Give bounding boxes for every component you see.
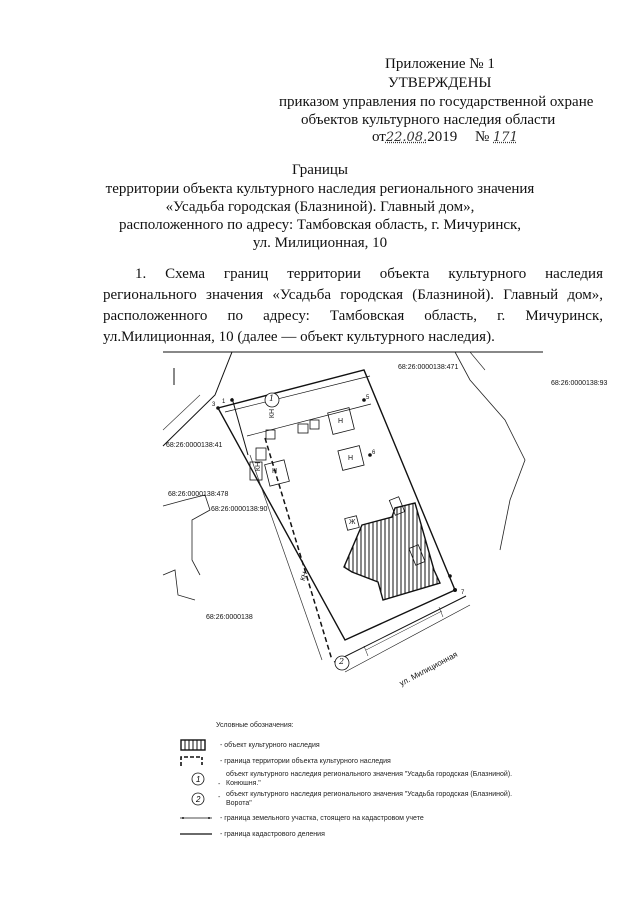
paragraph-line-3: расположенного по адресу: Тамбовская область, г. Мичуринск, — [103, 308, 603, 324]
title-line-1: Границы — [291, 162, 349, 178]
marker-1-label: 1 — [269, 394, 275, 403]
title-line-3: «Усадьба городская (Блазниной). Главный дом», — [165, 199, 475, 215]
legend-row-cadastral — [180, 827, 325, 841]
marker-1-legend-icon — [180, 770, 214, 788]
legend-row-marker1 — [180, 770, 540, 788]
block-label: 68:26:0000138 — [206, 614, 253, 621]
appendix-label: Приложение № 1 — [385, 56, 495, 72]
legend-marker2-text — [220, 790, 540, 808]
parcel-label-41: 68:26:0000138:41 — [166, 442, 223, 449]
label-n-2: Н — [348, 455, 354, 462]
legend-marker1-text — [220, 770, 540, 788]
date-year: 2019 — [427, 129, 458, 145]
label-n-3: Н — [272, 468, 278, 475]
point-6: 6 — [372, 450, 376, 456]
title-line-5: ул. Милиционная, 10 — [252, 235, 388, 251]
order-line-2: объектов культурного наследия области — [301, 112, 556, 128]
point-7: 7 — [461, 590, 465, 596]
marker-2-label: 2 — [339, 657, 345, 666]
paragraph-line-4: ул.Милиционная, 10 (далее — объект культурного наследия). — [103, 329, 495, 345]
marker-2-legend-glyph: 2 — [196, 795, 201, 804]
legend-marker1-desc: объект культурного наследия регионального значения "Усадьба городская (Блазниной). Конюшня." — [226, 771, 513, 787]
order-date-line — [372, 128, 518, 147]
border-line-icon — [180, 754, 214, 768]
parcel-label-93: 68:26:0000138:93 — [551, 380, 608, 387]
date-handwritten: 22.08. — [385, 130, 428, 145]
legend-marker1-prefix: - — [218, 781, 221, 788]
marker-2-legend-icon — [180, 790, 214, 808]
point-5: 5 — [366, 395, 370, 401]
label-zh: Ж — [349, 519, 356, 526]
parcel-label-478: 68:26:0000138:478 — [168, 491, 229, 498]
cadastral-line-icon — [180, 827, 214, 841]
legend-row-object — [180, 738, 320, 752]
parcel-label-471: 68:26:0000138:471 — [398, 364, 459, 371]
number-handwritten: 171 — [493, 130, 518, 145]
legend-marker2-desc: объект культурного наследия регионального значения "Усадьба городская (Блазниной). Ворота" — [226, 791, 513, 807]
marker-1-legend-glyph: 1 — [196, 775, 201, 784]
legend-row-parcel — [180, 811, 424, 825]
legend-border-text: - граница территории объекта культурного наследия — [220, 757, 391, 765]
legend-row-marker2 — [180, 790, 540, 808]
label-n-1: Н — [338, 418, 344, 425]
legend-marker2-prefix: - — [218, 794, 221, 801]
hatch-swatch-icon — [180, 738, 214, 752]
scheme-paragraph — [103, 264, 603, 348]
number-sign: № — [474, 129, 490, 145]
point-1: 1 — [222, 399, 226, 405]
paragraph-line-1: 1. Схема границ территории объекта культурного наследия — [135, 266, 603, 282]
title-line-2: территории объекта культурного наследия регионального значения — [105, 181, 535, 197]
label-kn-left: КН — [255, 461, 263, 472]
legend-parcel-text: - граница земельного участка, стоящего на кадастровом учете — [220, 814, 424, 822]
legend-row-border — [180, 754, 391, 768]
parcel-label-90: 68:26:0000138:90 — [211, 506, 268, 513]
label-kn-bottom: КН — [299, 571, 310, 582]
point-3: 3 — [212, 402, 216, 408]
legend-title: Условные обозначения: — [216, 722, 294, 729]
paragraph-line-2: регионального значения «Усадьба городская (Блазниной). Главный дом», — [103, 287, 603, 303]
legend-object-text: - объект культурного наследия — [220, 741, 320, 749]
street-label: ул. Милиционная — [398, 649, 460, 688]
parcel-line-icon — [180, 811, 214, 825]
boundary-scheme-map — [150, 346, 550, 710]
order-line-1: приказом управления по государственной охране — [279, 94, 594, 110]
title-line-4: расположенного по адресу: Тамбовская область, г. Мичуринск, — [118, 217, 522, 233]
date-prefix: от — [372, 129, 386, 145]
approved-label: УТВЕРЖДЕНЫ — [388, 75, 492, 91]
legend-cadastral-text: - граница кадастрового деления — [220, 830, 325, 838]
label-kn-top: КН — [269, 408, 277, 419]
